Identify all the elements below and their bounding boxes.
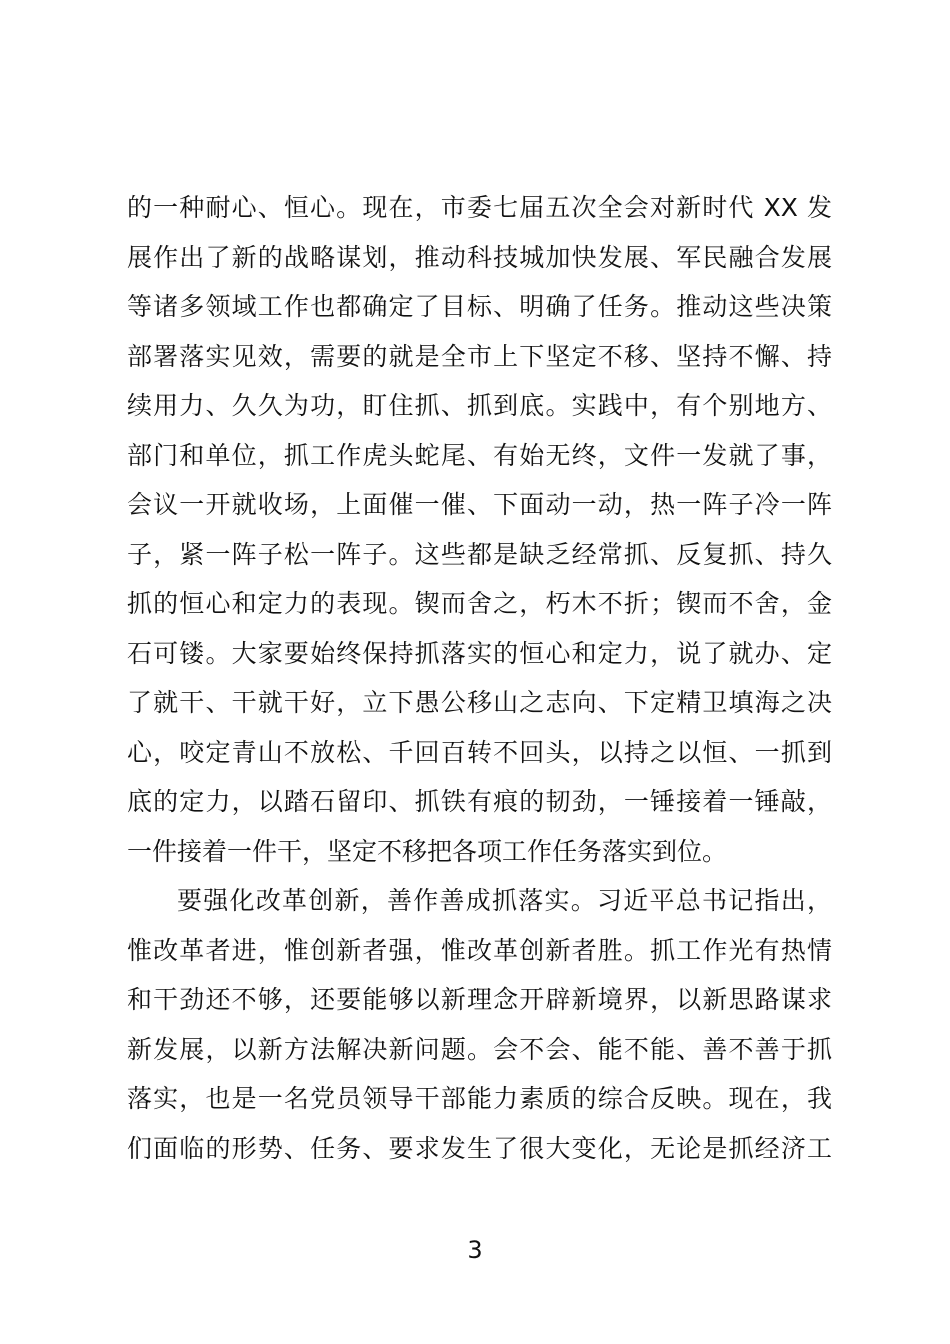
text-line: 新发展，以新方法解决新问题。会不会、能不能、善不善于抓 <box>127 1034 832 1064</box>
text-line: 落实，也是一名党员领导干部能力素质的综合反映。现在，我 <box>127 1084 832 1113</box>
text-line: 会议一开就收场，上面催一催、下面动一动，热一阵子冷一阵 <box>127 490 832 519</box>
paragraph-first-line: 要强化改革创新，善作善成抓落实。习近平总书记指出， <box>177 886 832 915</box>
text-line: 续用力、久久为功，盯住抓、抓到底。实践中，有个别地方、 <box>127 391 832 420</box>
text-line: 一件接着一件干，坚定不移把各项工作任务落实到位。 <box>127 836 728 866</box>
text-line: 等诸多领域工作也都确定了目标、明确了任务。推动这些决策 <box>127 292 832 321</box>
text-line: 心，咬定青山不放松、千回百转不回头，以持之以恒、一抓到 <box>127 737 832 767</box>
page-number: 3 <box>467 1236 483 1264</box>
text-line: 抓的恒心和定力的表现。锲而舍之，朽木不折；锲而不舍，金 <box>127 589 832 618</box>
text-line: 们面临的形势、任务、要求发生了很大变化，无论是抓经济工 <box>127 1133 832 1163</box>
text-line: 部门和单位，抓工作虎头蛇尾、有始无终，文件一发就了事， <box>127 440 832 470</box>
text-line: 部署落实见效，需要的就是全市上下坚定不移、坚持不懈、持 <box>127 341 832 371</box>
body-text <box>127 183 832 1173</box>
text-line: 展作出了新的战略谋划，推动科技城加快发展、军民融合发展 <box>127 242 832 272</box>
text-line: 了就干、干就干好，立下愚公移山之志向、下定精卫填海之决 <box>127 688 832 717</box>
text-line: 和干劲还不够，还要能够以新理念开辟新境界，以新思路谋求 <box>127 985 832 1014</box>
text-line: 的一种耐心、恒心。现在，市委七届五次全会对新时代 XX 发 <box>127 193 832 222</box>
text-line: 石可镂。大家要始终保持抓落实的恒心和定力，说了就办、定 <box>127 638 832 668</box>
text-line: 惟改革者进，惟创新者强，惟改革创新者胜。抓工作光有热情 <box>127 935 832 965</box>
text-line: 底的定力，以踏石留印、抓铁有痕的韧劲，一锤接着一锤敲， <box>127 787 832 816</box>
text-line: 子，紧一阵子松一阵子。这些都是缺乏经常抓、反复抓、持久 <box>127 539 832 569</box>
